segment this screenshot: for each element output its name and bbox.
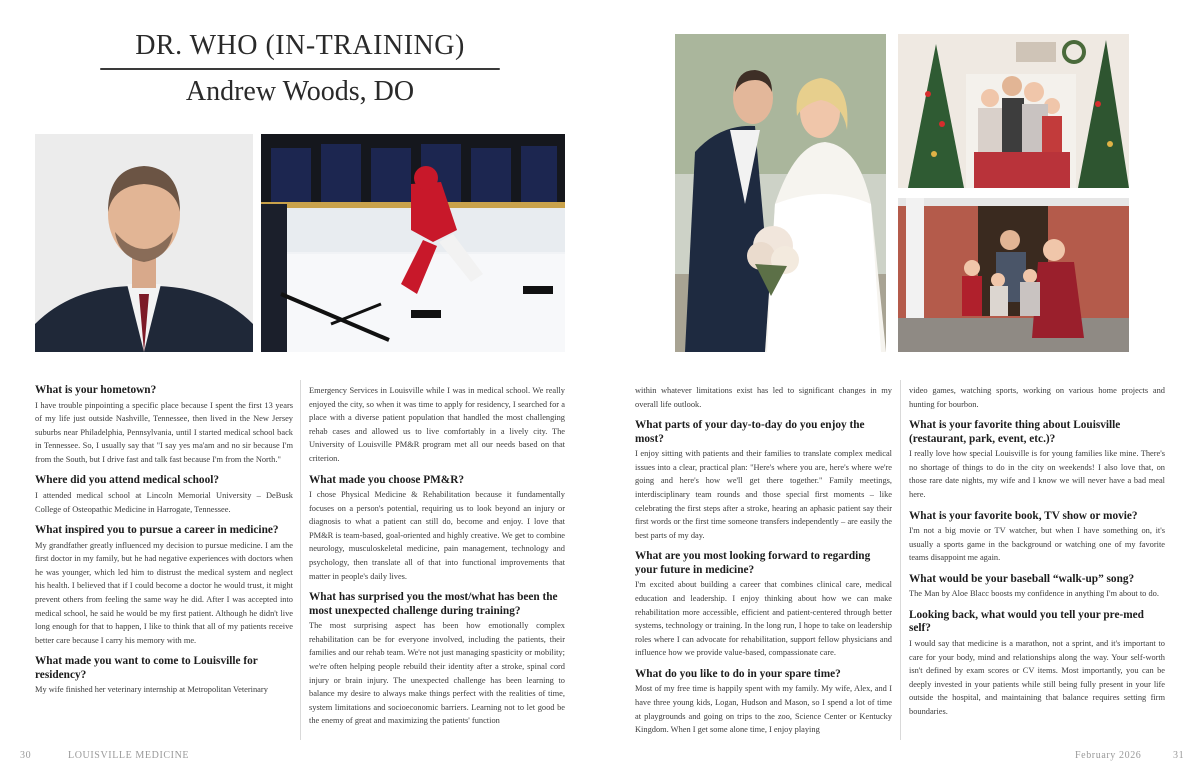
answer-text: within whatever limitations exist has led to significant changes in my overall life outlook. xyxy=(635,386,892,409)
answer-text: My wife finished her veterinary internship at Metropolitan Veterinary xyxy=(35,685,268,695)
publication-name: LOUISVILLE MEDICINE xyxy=(68,750,190,761)
issue-date: February 2026 xyxy=(1075,750,1142,761)
article-column-3 xyxy=(635,384,892,745)
page-number-right: 31 xyxy=(1173,750,1185,761)
answer-text: video games, watching sports, working on various home projects and hunting for bourbon. xyxy=(909,386,1165,409)
answer-text: The most surprising aspect has been how emotionally complex rehabilitation can be for everyone involved, including the patients, their families and our rehab team. We're not just managing spasticity or mobility; we're often helping people rebuild their identity after a stroke, spinal cord injury or brain injury. The unexpected challenge has been learning to balance my desire to always make things perfect with the realities of time, system limitations and socioeconomic barriers. Learning not to let good be the enemy of great and maximizing the patients' function xyxy=(309,621,565,726)
answer-text: I really love how special Louisville is for young families like mine. There's no shortage of things to do in the city on weekends! I also love that, on those rare date nights, my wife and I know we will never have a bad meal here. xyxy=(909,449,1165,499)
page-number-left: 30 xyxy=(20,750,32,761)
column-divider xyxy=(300,380,301,740)
question-heading: Where did you attend medical school? xyxy=(35,474,219,487)
question-heading: What parts of your day-to-day do you enjoy the most? xyxy=(635,419,865,445)
hockey-photo xyxy=(261,134,565,352)
doctor-name: Andrew Woods, DO xyxy=(185,76,415,107)
christmas-family-photo xyxy=(898,34,1129,188)
answer-text: I attended medical school at Lincoln Memorial University – DeBusk College of Osteopathic Medicine in Harrogate, Tennessee. xyxy=(35,490,293,514)
answer-text: I'm excited about building a career that combines clinical care, medical education and leadership. I enjoy thinking about how we can make rehabilitation more accessible, efficient and patient-centered through better systems, technology or training. In the long run, I hope to take on leadership roles where I can advocate for rehabilitation, support fellow physicians and influence how we provide value-based, compassionate care. xyxy=(635,580,892,658)
article-column-2 xyxy=(309,384,565,736)
wedding-photo xyxy=(675,34,886,352)
question-heading: What is your hometown? xyxy=(35,384,157,396)
question-heading: What is your favorite book, TV show or movie? xyxy=(909,509,1138,522)
article-column-4 xyxy=(909,384,1165,727)
article-column-1 xyxy=(35,384,293,705)
answer-text: I would say that medicine is a marathon, not a sprint, and it's important to care for your body, mind and relationships along the way. Your self-worth isn't defined by exam scores or CV items. Most importantly, you can be deeply invested in your patients while still being fully present in your life outside the hospital, and maintaining that balance requires setting firm boundaries. xyxy=(909,638,1165,716)
question-heading: What has surprised you the most/what has been the most unexpected challenge during training? xyxy=(309,591,558,617)
question-heading: What do you like to do in your spare time? xyxy=(635,667,841,680)
question-heading: What made you choose PM&R? xyxy=(309,473,465,486)
answer-text: Emergency Services in Louisville while I was in medical school. We really enjoyed the city, so when it was time to apply for residency, I searched for a place with a diverse patient population that handled the most challenging rehab cases and allowed us to live comfortably in a lively city. The University of Louisville PM&R program met all our needs based on that criterion. xyxy=(309,386,565,463)
answer-text: I enjoy sitting with patients and their families to translate complex medical issues into a clear, practical plan: "Here's where you are, here's where we're going and here's how we'll get there together." Family meetings, interdisciplinary team rounds and those special first moments – like celebrating the first steps after a stroke, hearing an aphasic patient say their first words or the first time someone transfers independently – are easily the best parts of my day. xyxy=(635,449,892,540)
question-heading: What is your favorite thing about Louisville (restaurant, park, event, etc.)? xyxy=(909,419,1121,445)
answer-text: My grandfather greatly influenced my decision to pursue medicine. I am the first doctor in my family, but he had negative experiences with doctors when he was younger, which led him to distrust the medical system and neglect his health. I believed that if I could become a doctor he would trust, it might prevent others from feeling the same way he did. After I was accepted into medical school, he said he would be my first patient. Although he didn't live long enough for that to happen, I like to think that all of my patients receive better care because I carry his memory with me. xyxy=(35,540,293,645)
answer-text: I'm not a big movie or TV watcher, but when I have something on, it's usually a sports game in the background or watching one of my favorite teams disappoint me again. xyxy=(909,526,1165,563)
answer-text: Most of my free time is happily spent with my family. My wife, Alex, and I have three young kids, Logan, Hudson and Mason, so I spend a lot of time at playgrounds and going on trips to the zoo, Science Center or Kentucky Kingdom. When I get some alone time, I enjoy playing xyxy=(635,684,892,735)
title-divider xyxy=(100,68,500,70)
answer-text: I chose Physical Medicine & Rehabilitation because it fundamentally focuses on a person's potential, requiring us to look beyond an injury or diagnosis to what a patient can still do, become and enjoy. I love that PM&R is team-based, goal-oriented and highly creative. We get to combine neurology, musculoskeletal medicine, pain management, technology and psychology, then translate all of that into functional improvements that matter in people's daily lives. xyxy=(309,490,565,581)
question-heading: Looking back, what would you tell your pre-med self? xyxy=(909,608,1144,635)
answer-text: I have trouble pinpointing a specific place because I spent the first 13 years of my life just outside Nashville, Tennessee, then lived in the New Jersey suburbs near Philadelphia, Pennsylvania, until I started medical school back in Tennessee. So, I usually say that "I say yes ma'am and no sir because I'm from the South, but I drive fast and talk fast because I'm from the North." xyxy=(35,400,293,464)
department-title: DR. WHO (IN-TRAINING) xyxy=(135,30,465,61)
headshot-photo xyxy=(35,134,253,352)
question-heading: What inspired you to pursue a career in medicine? xyxy=(35,524,279,537)
column-divider xyxy=(900,380,901,740)
question-heading: What would be your baseball “walk-up” song? xyxy=(909,572,1135,585)
question-heading: What made you want to come to Louisville for residency? xyxy=(35,655,258,681)
porch-family-photo xyxy=(898,198,1129,352)
answer-text: The Man by Aloe Blacc boosts my confidence in anything I'm about to do. xyxy=(909,589,1159,599)
question-heading: What are you most looking forward to regarding your future in medicine? xyxy=(635,550,871,576)
